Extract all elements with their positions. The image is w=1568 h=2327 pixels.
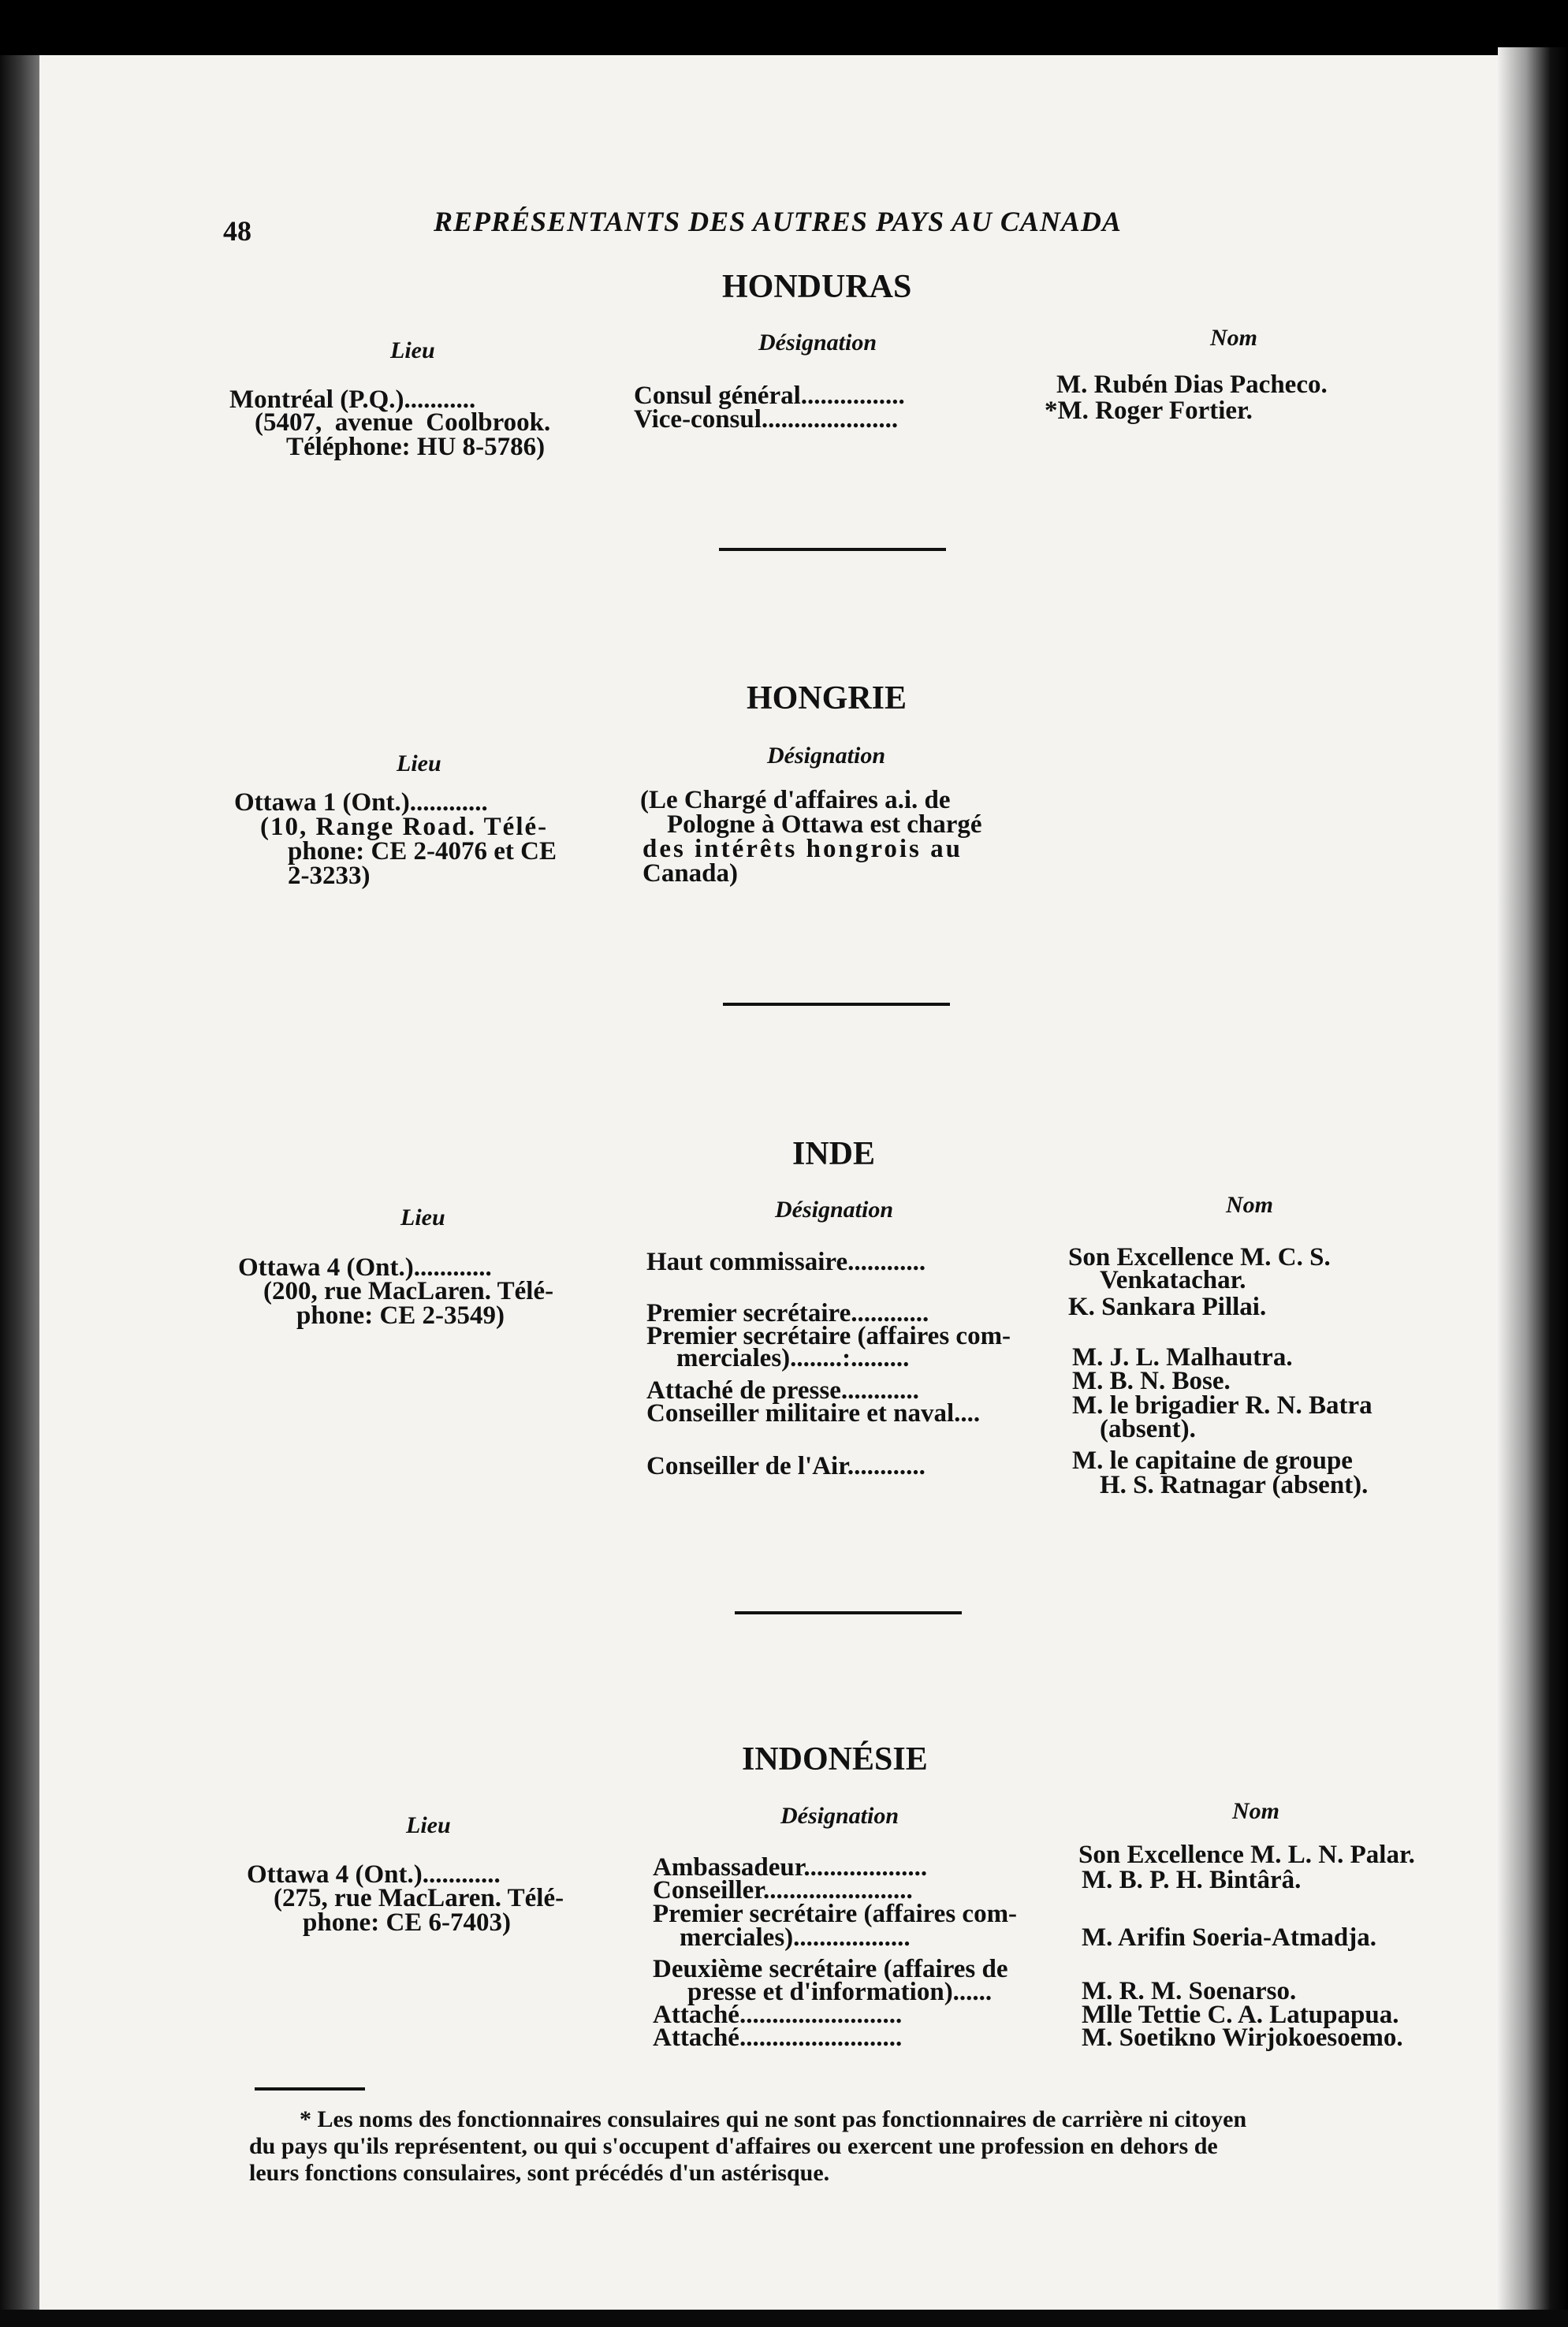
country-inde: INDE	[792, 1136, 876, 1172]
running-title: REPRÉSENTANTS DES AUTRES PAYS AU CANADA	[434, 206, 1122, 237]
honduras-designation-1: Consul général................	[634, 382, 905, 410]
col-designation: Désignation	[767, 743, 886, 769]
scan-right-edge	[1498, 47, 1568, 2327]
honduras-designation-2: Vice-consul.....................	[634, 405, 899, 434]
hongrie-note-1: (Le Chargé d'affaires a.i. de	[640, 786, 951, 814]
indonesie-designation-3-cont: merciales)..................	[680, 1923, 911, 1952]
inde-designation-3-cont: merciales)........:.........	[676, 1344, 910, 1372]
col-lieu: Lieu	[397, 750, 441, 776]
honduras-nom-2: *M. Roger Fortier.	[1045, 397, 1253, 425]
scan-bottom-edge	[0, 2310, 1568, 2327]
inde-nom-1: Son Excellence M. C. S.	[1068, 1243, 1331, 1271]
inde-nom-5: M. le brigadier R. N. Batra	[1072, 1391, 1372, 1420]
col-nom: Nom	[1226, 1192, 1273, 1218]
indonesie-designation-1: Ambassadeur...................	[653, 1853, 928, 1882]
hongrie-lieu-phone: phone: CE 2-4076 et CE	[288, 837, 557, 866]
inde-lieu-phone: phone: CE 2-3549)	[296, 1301, 505, 1330]
inde-nom-1-cont: Venkatachar.	[1100, 1266, 1246, 1294]
inde-designation-1: Haut commissaire............	[646, 1248, 926, 1276]
indonesie-designation-5: Attaché.........................	[653, 2001, 903, 2029]
col-nom: Nom	[1210, 325, 1257, 351]
col-designation: Désignation	[780, 1803, 899, 1829]
section-divider	[723, 1003, 950, 1006]
section-divider	[719, 548, 946, 551]
hongrie-lieu-address: (10, Range Road. Télé-	[260, 813, 549, 841]
honduras-lieu-address: (5407, avenue Coolbrook.	[255, 408, 551, 437]
country-hongrie: HONGRIE	[747, 680, 907, 717]
inde-designation-6: Conseiller de l'Air............	[646, 1452, 926, 1480]
col-lieu: Lieu	[400, 1204, 445, 1231]
section-divider	[735, 1611, 962, 1614]
indonesie-designation-4-cont: presse et d'information)......	[687, 1978, 993, 2006]
indonesie-lieu-phone: phone: CE 6-7403)	[303, 1908, 512, 1937]
indonesie-nom-3: M. Arifin Soeria-Atmadja.	[1082, 1923, 1376, 1952]
indonesie-lieu-address: (275, rue MacLaren. Télé-	[274, 1884, 564, 1912]
inde-designation-4: Attaché de presse............	[646, 1376, 919, 1405]
inde-lieu-city: Ottawa 4 (Ont.)............	[238, 1253, 492, 1282]
col-designation: Désignation	[758, 330, 877, 356]
hongrie-lieu-city: Ottawa 1 (Ont.)............	[234, 788, 488, 817]
footnote-line-3: leurs fonctions consulaires, sont précédés d'un astérisque.	[249, 2160, 830, 2186]
col-nom: Nom	[1232, 1798, 1279, 1824]
inde-designation-2: Premier secrétaire............	[646, 1299, 929, 1327]
indonesie-nom-5: Mlle Tettie C. A. Latupapua.	[1082, 2001, 1399, 2029]
hongrie-lieu-phone-cont: 2-3233)	[288, 862, 371, 890]
page-number: 48	[223, 215, 251, 247]
indonesie-designation-2: Conseiller.......................	[653, 1876, 913, 1904]
col-designation: Désignation	[775, 1197, 894, 1223]
country-honduras: HONDURAS	[722, 269, 912, 305]
indonesie-designation-3: Premier secrétaire (affaires com-	[653, 1900, 1018, 1928]
hongrie-note-4: Canada)	[642, 859, 739, 888]
indonesie-nom-2: M. B. P. H. Bintârâ.	[1082, 1866, 1302, 1894]
indonesie-nom-1: Son Excellence M. L. N. Palar.	[1078, 1841, 1415, 1869]
col-lieu: Lieu	[390, 337, 435, 363]
inde-lieu-address: (200, rue MacLaren. Télé-	[263, 1277, 554, 1305]
honduras-nom-1: M. Rubén Dias Pacheco.	[1056, 370, 1328, 399]
inde-nom-6: M. le capitaine de groupe	[1072, 1446, 1353, 1475]
indonesie-designation-6: Attaché.........................	[653, 2024, 903, 2052]
honduras-lieu-city: Montréal (P.Q.)...........	[229, 385, 476, 414]
inde-designation-5: Conseiller militaire et naval....	[646, 1399, 981, 1428]
country-indonesie: INDONÉSIE	[742, 1741, 928, 1778]
footnote-line-2: du pays qu'ils représentent, ou qui s'occupent d'affaires ou exercent une profession en dehors de	[249, 2133, 1218, 2159]
footnote-rule	[255, 2087, 365, 2091]
inde-nom-2: K. Sankara Pillai.	[1068, 1293, 1267, 1321]
col-lieu: Lieu	[406, 1812, 451, 1838]
inde-nom-6-cont: H. S. Ratnagar (absent).	[1100, 1471, 1369, 1499]
indonesie-nom-6: M. Soetikno Wirjokoesoemo.	[1082, 2024, 1403, 2052]
inde-designation-3: Premier secrétaire (affaires com-	[646, 1322, 1011, 1350]
indonesie-lieu-city: Ottawa 4 (Ont.)............	[247, 1860, 501, 1889]
indonesie-nom-4: M. R. M. Soenarso.	[1082, 1977, 1297, 2005]
hongrie-note-3: des intérêts hongrois au	[642, 835, 963, 863]
honduras-lieu-phone: Téléphone: HU 8-5786)	[286, 433, 546, 461]
hongrie-note-2: Pologne à Ottawa est chargé	[667, 810, 982, 839]
inde-nom-3: M. J. L. Malhautra.	[1072, 1343, 1293, 1372]
inde-nom-4: M. B. N. Bose.	[1072, 1367, 1231, 1395]
inde-nom-5-cont: (absent).	[1100, 1415, 1196, 1443]
footnote-line-1: * Les noms des fonctionnaires consulaires qui ne sont pas fonctionnaires de carrière ni citoyen	[300, 2106, 1247, 2132]
indonesie-designation-4: Deuxième secrétaire (affaires de	[653, 1955, 1008, 1983]
